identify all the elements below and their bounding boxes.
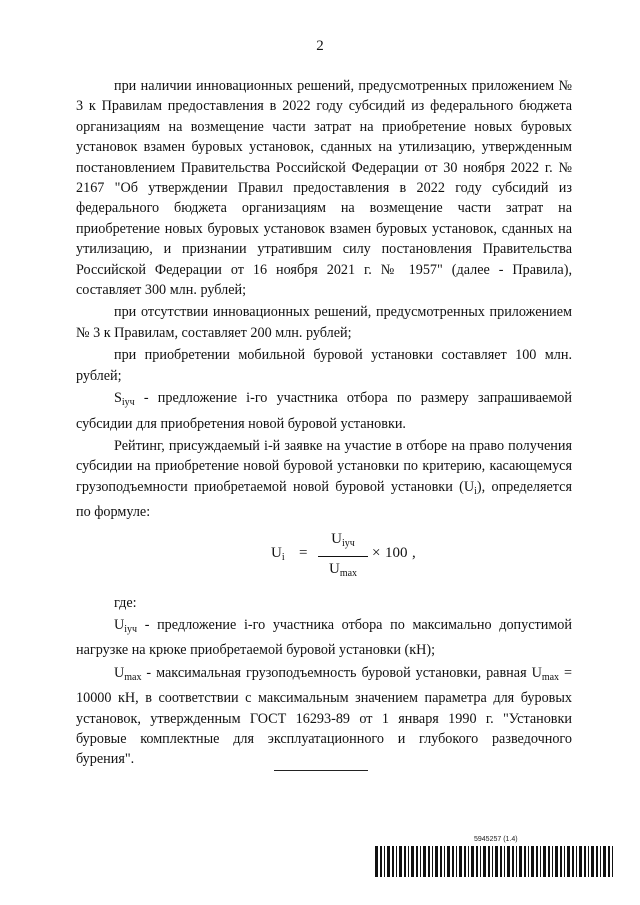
barcode-bar [420, 846, 421, 877]
barcode-bar [459, 846, 462, 877]
barcode-bar [452, 846, 454, 877]
barcode-bar [423, 846, 426, 877]
formula-times: × [372, 544, 381, 561]
barcode-bar [596, 846, 598, 877]
barcode-bar [428, 846, 430, 877]
barcode-bar [612, 846, 613, 877]
barcode-bar [552, 846, 553, 877]
barcode-bar [572, 846, 574, 877]
separator-line [274, 770, 368, 771]
barcode-bar [416, 846, 418, 877]
barcode-bar [560, 846, 562, 877]
barcode-bar [543, 846, 546, 877]
rating-subscript: i [474, 485, 477, 497]
barcode-bar [476, 846, 478, 877]
rating-text-after: ), определяется по формуле: [76, 478, 572, 521]
barcode-bar [567, 846, 570, 877]
barcode-label: 5945257 (1.4) [474, 836, 518, 843]
document-body [76, 76, 572, 772]
barcode-bar [384, 846, 385, 877]
barcode-bar [447, 846, 450, 877]
formula-factor: 100 [385, 544, 408, 561]
barcode-bar [408, 846, 409, 877]
barcode-bar [480, 846, 481, 877]
formula-fraction [318, 529, 368, 585]
formula [76, 529, 572, 587]
barcode-bar [548, 846, 550, 877]
rating-text-before: Рейтинг, присуждаемый i-й заявке на участие в отборе на право получения субсидии на приобретение новой буровой установки по критерию, касающемуся грузоподъемности приобретаемой новой буровой установки (U [76, 437, 572, 495]
paragraph-u-iuch-definition: $U_{iуч}$ - предложение i-го участника отбора по максимально допустимой нагрузке на крюке приобретаемой буровой установки (кН); [76, 616, 572, 659]
barcode-bar [456, 846, 457, 877]
barcode-bar [524, 846, 526, 877]
s-subscript: iуч [121, 397, 135, 409]
barcode-bar [576, 846, 577, 877]
barcode-bar [600, 846, 601, 877]
formula-comma: , [412, 544, 416, 561]
barcode [375, 846, 615, 877]
barcode-bar [380, 846, 382, 877]
barcode-bar [444, 846, 445, 877]
barcode-bar [519, 846, 522, 877]
paragraph-mobile: при приобретении мобильной буровой установки составляет 100 млн. рублей; [76, 347, 572, 384]
barcode-bar [516, 846, 517, 877]
barcode-bar [399, 846, 402, 877]
barcode-bar [483, 846, 486, 877]
barcode-bar [404, 846, 406, 877]
barcode-bar [564, 846, 565, 877]
formula-lhs: $U_i$ [271, 544, 285, 563]
paragraph-s-definition [76, 388, 572, 434]
barcode-bar [507, 846, 510, 877]
barcode-bar [536, 846, 538, 877]
barcode-bar [471, 846, 474, 877]
formula-numerator: $U_{iуч}$ [318, 529, 368, 557]
barcode-bar [531, 846, 534, 877]
page-number: 2 [316, 38, 324, 54]
barcode-bar [608, 846, 610, 877]
barcode-bar [387, 846, 390, 877]
barcode-bar [528, 846, 529, 877]
barcode-bar [468, 846, 469, 877]
barcode-bar [411, 846, 414, 877]
barcode-bar [603, 846, 606, 877]
s-definition-text: - предложение i-го участника отбора по размеру запрашиваемой субсидии для приобретения новой буровой установки. [76, 390, 572, 432]
where-label: где: [114, 594, 137, 611]
barcode-bar [464, 846, 466, 877]
barcode-bar [375, 846, 378, 877]
barcode-bar [504, 846, 505, 877]
barcode-bar [584, 846, 586, 877]
barcode-bar [396, 846, 397, 877]
barcode-bar [392, 846, 394, 877]
barcode-bar [432, 846, 433, 877]
paragraph-no-innovations: при отсутствии инновационных решений, предусмотренных приложением № 3 к Правилам, составляет 200 млн. рублей; [76, 304, 572, 341]
paragraph-rating [76, 436, 572, 523]
barcode-bar [435, 846, 438, 877]
formula-denominator: $U_{max}$ [328, 560, 358, 579]
barcode-bar [579, 846, 582, 877]
barcode-bar [540, 846, 541, 877]
barcode-bar [492, 846, 493, 877]
paragraph-innovations: при наличии инновационных решений, предусмотренных приложением № 3 к Правилам предоставления в 2022 году субсидий из федерального бюджета организациям на возмещение части затрат на приобретение новых буровых установок взамен буровых установок, сданных на утилизацию, утвержденным постановлением Правительства Российской Федерации от 30 ноября 2022 г. № 2167 "Об утверждении Правил предоставления в 2022 году субсидий из федерального бюджета организациям на возмещение части затрат на приобретение новых буровых установок взамен буровых установок, сданных на утилизацию, и признании утратившим силу постановления Правительства Российской Федерации от 16 ноября 2021 г. № 1957" (далее - Правила), составляет 300 млн. рублей; [76, 78, 572, 299]
barcode-bar [555, 846, 558, 877]
formula-equals: = [299, 544, 308, 561]
barcode-bar [488, 846, 490, 877]
s-symbol: S [114, 390, 122, 407]
barcode-bar [591, 846, 594, 877]
barcode-bar [512, 846, 514, 877]
paragraph-u-max-definition: $U_{max}$ - максимальная грузоподъемность буровой установки, равная $U_{max} = 10000$ кН, в соответствии с максимальным значением параметра для буровых установок, утвержденным ГОСТ 16293-89 от 1 января 1990 г. "Установки буровые комплектные для эксплуатационного и глубокого разведочного бурения". [76, 664, 572, 768]
barcode-bar [495, 846, 498, 877]
barcode-bar [440, 846, 442, 877]
barcode-bar [588, 846, 589, 877]
barcode-bar [500, 846, 502, 877]
